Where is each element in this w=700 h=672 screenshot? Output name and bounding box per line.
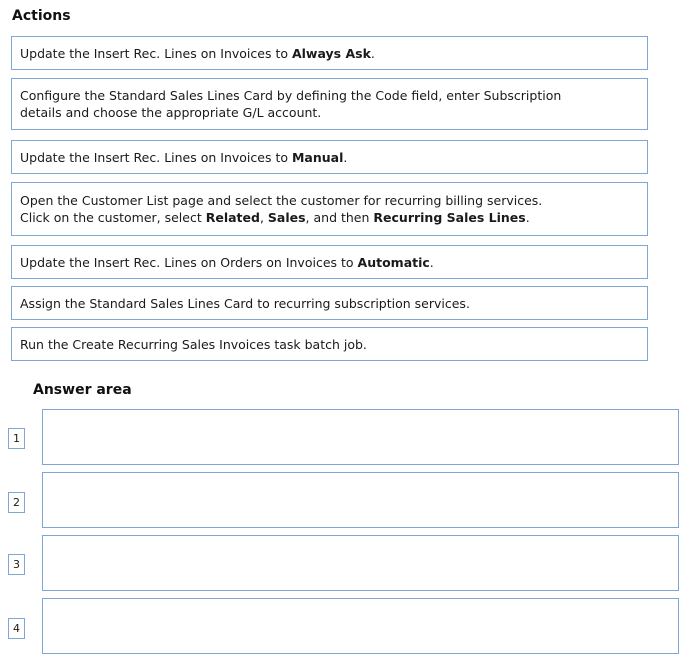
action-text: Assign the Standard Sales Lines Card to recurring subscription services. xyxy=(20,295,470,311)
answer-slot-number-4: 4 xyxy=(8,618,25,639)
answer-drop-target-3[interactable] xyxy=(42,535,679,591)
action-item-run-batch-job[interactable] xyxy=(11,327,648,361)
action-item-manual[interactable] xyxy=(11,140,648,174)
action-item-configure-standard-sales-lines[interactable] xyxy=(11,78,648,130)
answer-drop-target-1[interactable] xyxy=(42,409,679,465)
action-text: Update the Insert Rec. Lines on Invoices to Always Ask. xyxy=(20,45,375,61)
action-text: Run the Create Recurring Sales Invoices task batch job. xyxy=(20,336,367,352)
answer-drop-target-4[interactable] xyxy=(42,598,679,654)
action-item-open-customer-list[interactable] xyxy=(11,182,648,236)
actions-heading: Actions xyxy=(12,8,71,24)
answer-slot-number-3: 3 xyxy=(8,554,25,575)
action-text: Update the Insert Rec. Lines on Orders on Invoices to Automatic. xyxy=(20,254,434,270)
action-text: Configure the Standard Sales Lines Card by defining the Code field, enter Subscription details and choose the appropriate G/L account. xyxy=(20,88,562,120)
answer-drop-target-2[interactable] xyxy=(42,472,679,528)
action-item-always-ask[interactable] xyxy=(11,36,648,70)
action-item-assign-standard-sales-lines[interactable] xyxy=(11,286,648,320)
action-text: Open the Customer List page and select the customer for recurring billing services. Click on the customer, select Related, Sales, and then Recurring Sales Lines. xyxy=(20,193,543,225)
answer-slot-number-1: 1 xyxy=(8,428,25,449)
action-text: Update the Insert Rec. Lines on Invoices to Manual. xyxy=(20,149,348,165)
answer-slot-number-2: 2 xyxy=(8,492,25,513)
action-item-automatic[interactable] xyxy=(11,245,648,279)
answer-area-heading: Answer area xyxy=(33,382,132,398)
